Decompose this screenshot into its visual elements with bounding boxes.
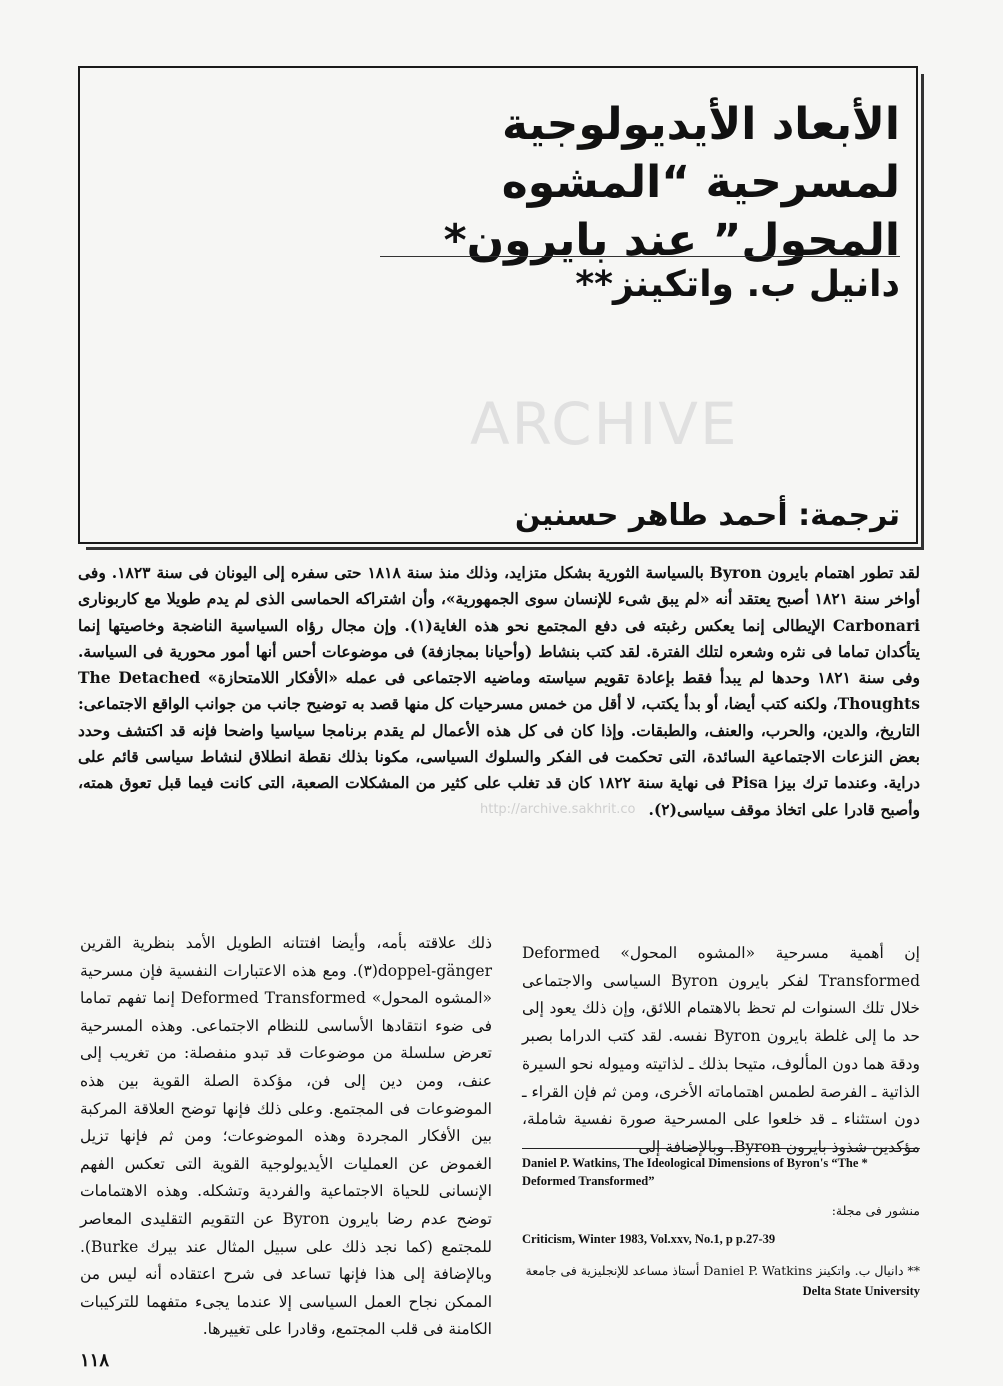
footnote-journal: Criticism, Winter 1983, Vol.xxv, No.1, p p.27-39	[522, 1232, 776, 1246]
body-column-right: إن أهمية مسرحية «المشوه المحول» Deformed Transformed لفكر بايرون Byron السياسى والاجتماعى خلال تلك السنوات لم تحظ بالاهتمام اللائق، وإن ذلك يعود إلى حد ما إلى غلطة بايرون Byron نفسه. لقد كتب الدراما بصبر ودقة هما دون المألوف، متيحا بذلك ـ لذاتيته وميوله نحو السيرة الذاتية ـ الفرصة لطمس اهتماماته الأخرى، ومن ثم فإن القراء ـ دون استثناء ـ قد خلعوا على المسرحية صورة نفسية شاملة، مؤكدين شذوذ بايرون Byron. وبالإضافة إلى	[522, 944, 920, 1156]
body-column-left: ذلك علاقته بأمه، وأيضا افتتانه الطويل الأمد بنظرية القرين doppel-gänger(٣). ومع هذه الاعتبارات النفسية فإن مسرحية «المشوه المحول» Deformed Transformed إنما تفهم تماما فى ضوء انتقادها الأساسى للنظام الاجتماعى. وهذه المسرحية تعرض سلسلة من موضوعات قد تبدو منفصلة: من تغريب إلى عنف، ومن دين إلى فن، مؤكدة الصلة القوية بين هذه الموضوعات فى المجتمع. وعلى ذلك فإنها توضح العلاقة المركبة بين الأفكار المجردة وهذه الموضوعات؛ ومن ثم فإنها تزيل الغموض عن العمليات الأيديولوجية القوية التى تعكس الفهم الإنسانى للحياة الاجتماعية والفردية وتشكله. وهذه الاهتمامات توضح عدم رضا بايرون Byron عن التقويم التقليدى المعاصر للمجتمع (كما نجد ذلك على سبيل المثال عند بيرك Burke). وبالإضافة إلى هذا فإنها تساعد فى شرح اعتقاده أنه ليس من الممكن نجاح العمل السياسى إلا عندما يجىء متفهما للتركيبات الكامنة فى قلب المجتمع، وقادرا على تغييرها.	[80, 934, 492, 1339]
footnote-author-note: ** دانيال ب. واتكينز Daniel P. Watkins أستاذ مساعد للإنجليزية فى جامعة	[525, 1263, 920, 1278]
watermark-url: http://archive.sakhrit.co	[480, 802, 636, 817]
author-name: دانيل ب. واتكينز**	[575, 264, 900, 305]
page-number: ١١٨	[80, 1350, 110, 1371]
article-title: الأبعاد الأيديولوجية لمسرحية “المشوه المحول” عند بايرون*	[443, 99, 900, 266]
footnote-published-in: منشور فى مجلة:	[831, 1203, 920, 1218]
footnote-university: Delta State University	[802, 1284, 920, 1298]
footnote-divider	[522, 1148, 920, 1149]
archive-watermark: ARCHIVE	[470, 390, 739, 458]
translator-credit: ترجمة: أحمد طاهر حسنين	[514, 498, 900, 533]
footnote-source: Daniel P. Watkins, The Ideological Dimensions of Byron's “The * Deformed Transformed”	[522, 1156, 868, 1188]
title-box	[78, 66, 918, 544]
title-divider	[380, 256, 900, 257]
intro-paragraph: لقد تطور اهتمام بايرون Byron بالسياسة الثورية بشكل متزايد، وذلك منذ سنة ١٨١٨ حتى سفره إلى اليونان فى سنة ١٨٢٣. وفى أواخر سنة ١٨٢١ أصبح يعتقد أنه «لم يبق شىء للإنسان سوى الجمهورية»، وأن اشتراكه الحماسى الذى لم يدم طويلا مع كاربونارى Carbonari الإيطالى إنما يعكس رغبته فى دفع المجتمع نحو هذه الغاية(١). وإن مجال رؤاه السياسية الناضجة وخاصيتها إنما يتأكدان تماما فى نثره وشعره لتلك الفترة. لقد كتب بنشاط (وأحيانا بمجازفة) فى موضوعات أحس أنها أمور محورية فى السياسة. وفى سنة ١٨٢١ وحدها لم يبدأ فقط بإعادة تقويم سياسته وماضيه الاجتماعى فى عمله «الأفكار اللامتحازة» The Detached Thoughts، ولكنه كتب أيضا، أو بدأ يكتب، لا أقل من خمس مسرحيات كل منها قصد به توضيح جانب من جوانب الواقع الاجتماعى: التاريخ، والدين، والحرب، والعنف، والطبقات. وإذا كان فى كل هذه الأعمال لم يقدم برنامجا سياسيا واضحا فإنه قد اكتشف وحدد بعض النزعات الاجتماعية السائدة، التى تحكمت فى الفكر والسلوك السياسى، مكونا بذلك نقطة انطلاق لنشاط سياسى قائم على دراية. وعندما ترك بيزا Pisa فى نهاية سنة ١٨٢٢ كان قد تغلب على كثير من المشكلات الصعبة، التى كانت فيما قبل تعوق همته، وأصبح قادرا على اتخاذ موقف سياسى(٢).	[78, 563, 921, 819]
